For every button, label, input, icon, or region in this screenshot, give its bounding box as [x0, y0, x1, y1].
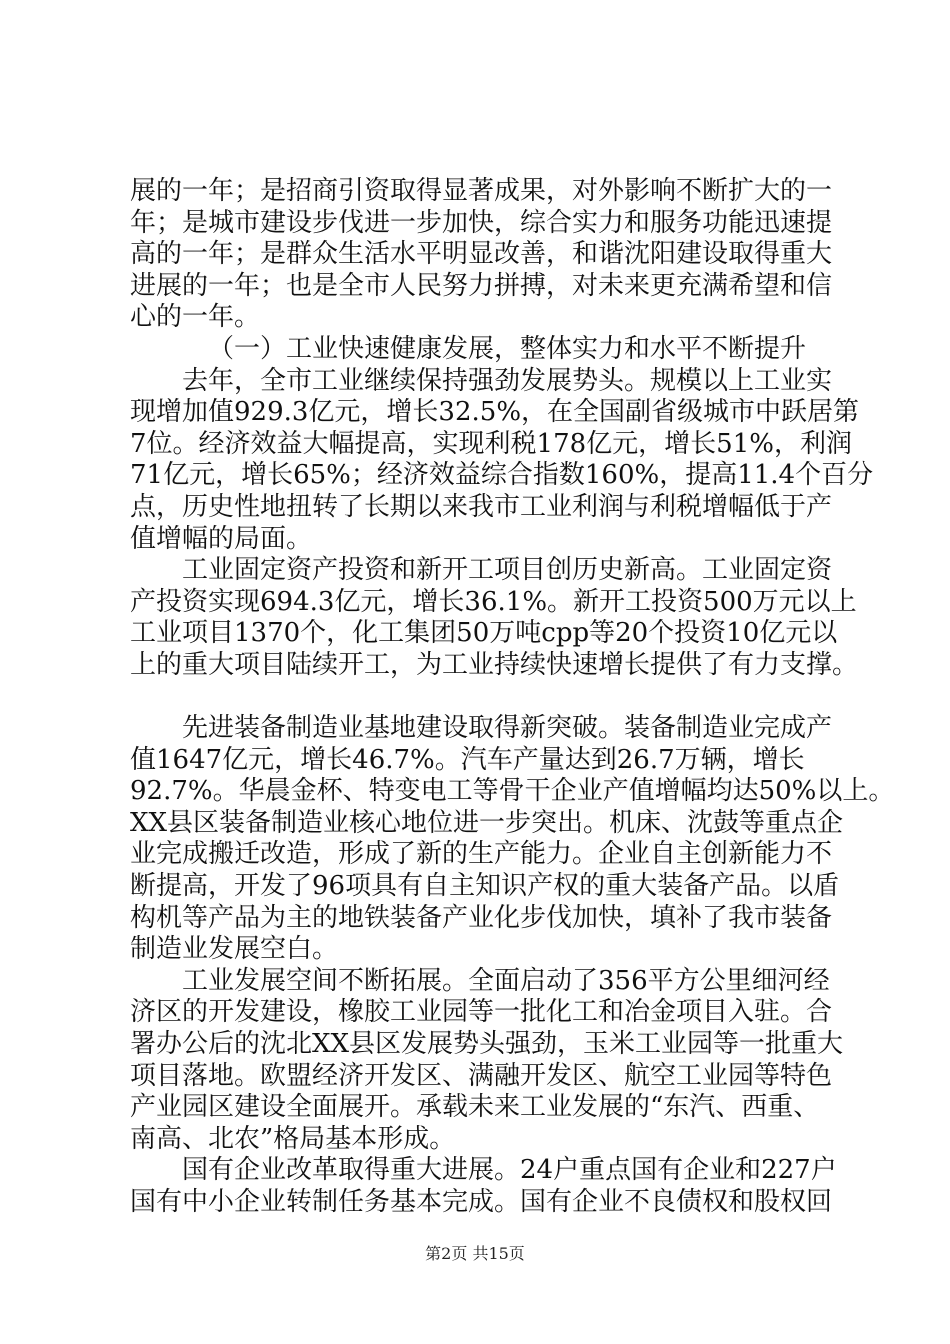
paragraph-start: 工业发展空间不断拓展。全面启动了356平方公里细河经 — [182, 965, 830, 996]
text-line: XX县区装备制造业核心地位进一步突出。机床、沈鼓等重点企 — [130, 807, 844, 838]
paragraph-start: 工业固定资产投资和新开工项目创历史新高。工业固定资 — [182, 555, 833, 586]
text-line: 点，历史性地扭转了长期以来我市工业利润与利税增幅低于产 — [130, 491, 833, 522]
paragraph-start: 去年，全市工业继续保持强劲发展势头。规模以上工业实 — [182, 365, 833, 396]
paragraph-start: 国有企业改革取得重大进展。24户重点国有企业和227户 — [182, 1155, 837, 1186]
text-line: 上的重大项目陆续开工，为工业持续快速增长提供了有力支撑。 — [130, 649, 859, 680]
text-line: 济区的开发建设，橡胶工业园等一批化工和冶金项目入驻。合 — [130, 997, 833, 1028]
text-line: 项目落地。欧盟经济开发区、满融开发区、航空工业园等特色 — [130, 1060, 833, 1091]
text-line: 年；是城市建设步伐进一步加快，综合实力和服务功能迅速提 — [130, 207, 833, 238]
text-line: 产投资实现694.3亿元，增长36.1%。新开工投资500万元以上 — [130, 586, 857, 617]
body-text — [130, 176, 895, 1219]
paragraph-start: 先进装备制造业基地建设取得新突破。装备制造业完成产 — [182, 713, 833, 744]
text-line: 工业项目1370个，化工集团50万吨cpp等20个投资10亿元以 — [130, 618, 838, 649]
text-line: 展的一年；是招商引资取得显著成果，对外影响不断扩大的一 — [130, 176, 833, 206]
text-line: 值1647亿元，增长46.7%。汽车产量达到26.7万辆，增长 — [130, 744, 805, 775]
text-line: 断提高，开发了96项具有自主知识产权的重大装备产品。以盾 — [130, 871, 840, 902]
page-number-footer: 第2页 共15页 — [425, 1244, 525, 1263]
text-line: 南高、北农”格局基本形成。 — [130, 1123, 456, 1154]
text-line: 署办公后的沈北XX县区发展势头强劲，玉米工业园等一批重大 — [130, 1029, 844, 1060]
text-line: 心的一年。 — [130, 302, 261, 333]
text-line: 92.7%。华晨金杯、特变电工等骨干企业产值增幅均达50%以上。 — [130, 776, 895, 807]
text-line: 71亿元，增长65%；经济效益综合指数160%，提高11.4个百分 — [130, 460, 874, 491]
text-line: 国有中小企业转制任务基本完成。国有企业不良债权和股权回 — [130, 1187, 833, 1217]
text-line: 产业园区建设全面展开。承载未来工业发展的“东汽、西重、 — [130, 1092, 820, 1123]
text-line: 进展的一年；也是全市人民努力拼搏，对未来更充满希望和信 — [130, 270, 833, 301]
text-line: 值增幅的局面。 — [130, 523, 313, 554]
section-heading: （一）工业快速健康发展，整体实力和水平不断提升 — [208, 333, 807, 364]
text-line: 业完成搬迁改造，形成了新的生产能力。企业自主创新能力不 — [130, 839, 833, 870]
text-line: 制造业发展空白。 — [130, 934, 339, 965]
blank-line — [130, 682, 822, 714]
text-line: 高的一年；是群众生活水平明显改善，和谐沈阳建设取得重大 — [130, 239, 833, 270]
text-line: 7位。经济效益大幅提高，实现利税178亿元，增长51%，利润 — [130, 428, 852, 459]
text-line: 现增加值929.3亿元，增长32.5%，在全国副省级城市中跃居第 — [130, 397, 860, 428]
text-line: 构机等产品为主的地铁装备产业化步伐加快，填补了我市装备 — [130, 902, 833, 933]
